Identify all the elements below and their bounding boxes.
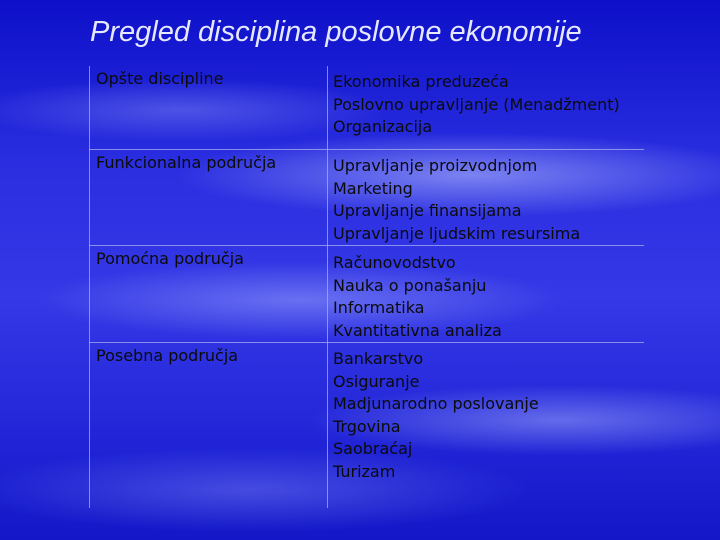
list-item: Poslovno upravljanje (Menadžment) xyxy=(333,94,620,114)
list-functional-areas xyxy=(333,155,580,245)
list-item: Kvantitativna analiza xyxy=(333,320,502,340)
slide-title: Pregled disciplina poslovne ekonomije xyxy=(90,16,582,48)
category-functional-areas: Funkcionalna područja xyxy=(96,153,277,172)
list-item: Saobraćaj xyxy=(333,439,413,459)
list-item: Osiguranje xyxy=(333,371,420,391)
category-special-areas: Posebna područja xyxy=(96,346,239,365)
list-item: Madjunarodno poslovanje xyxy=(333,394,539,414)
category-general-disciplines: Opšte discipline xyxy=(96,69,224,88)
list-item: Upravljanje ljudskim resursima xyxy=(333,223,581,243)
table-column-divider xyxy=(327,66,328,508)
row-divider xyxy=(89,149,644,150)
list-item: Organizacija xyxy=(333,117,433,137)
list-general-disciplines xyxy=(333,71,620,139)
list-auxiliary-areas xyxy=(333,252,502,342)
list-item: Računovodstvo xyxy=(333,253,456,272)
disciplines-table xyxy=(89,66,644,508)
list-item: Turizam xyxy=(333,461,396,481)
category-auxiliary-areas: Pomoćna područja xyxy=(96,249,244,268)
list-special-areas xyxy=(333,348,539,484)
list-item: Trgovina xyxy=(333,416,401,436)
list-item: Ekonomika preduzeća xyxy=(333,72,509,91)
table-left-border xyxy=(89,66,90,508)
list-item: Nauka o ponašanju xyxy=(333,275,487,295)
list-item: Marketing xyxy=(333,178,413,198)
list-item: Upravljanje finansijama xyxy=(333,201,522,221)
list-item: Informatika xyxy=(333,298,425,318)
list-item: Bankarstvo xyxy=(333,349,424,368)
list-item: Upravljanje proizvodnjom xyxy=(333,156,538,175)
